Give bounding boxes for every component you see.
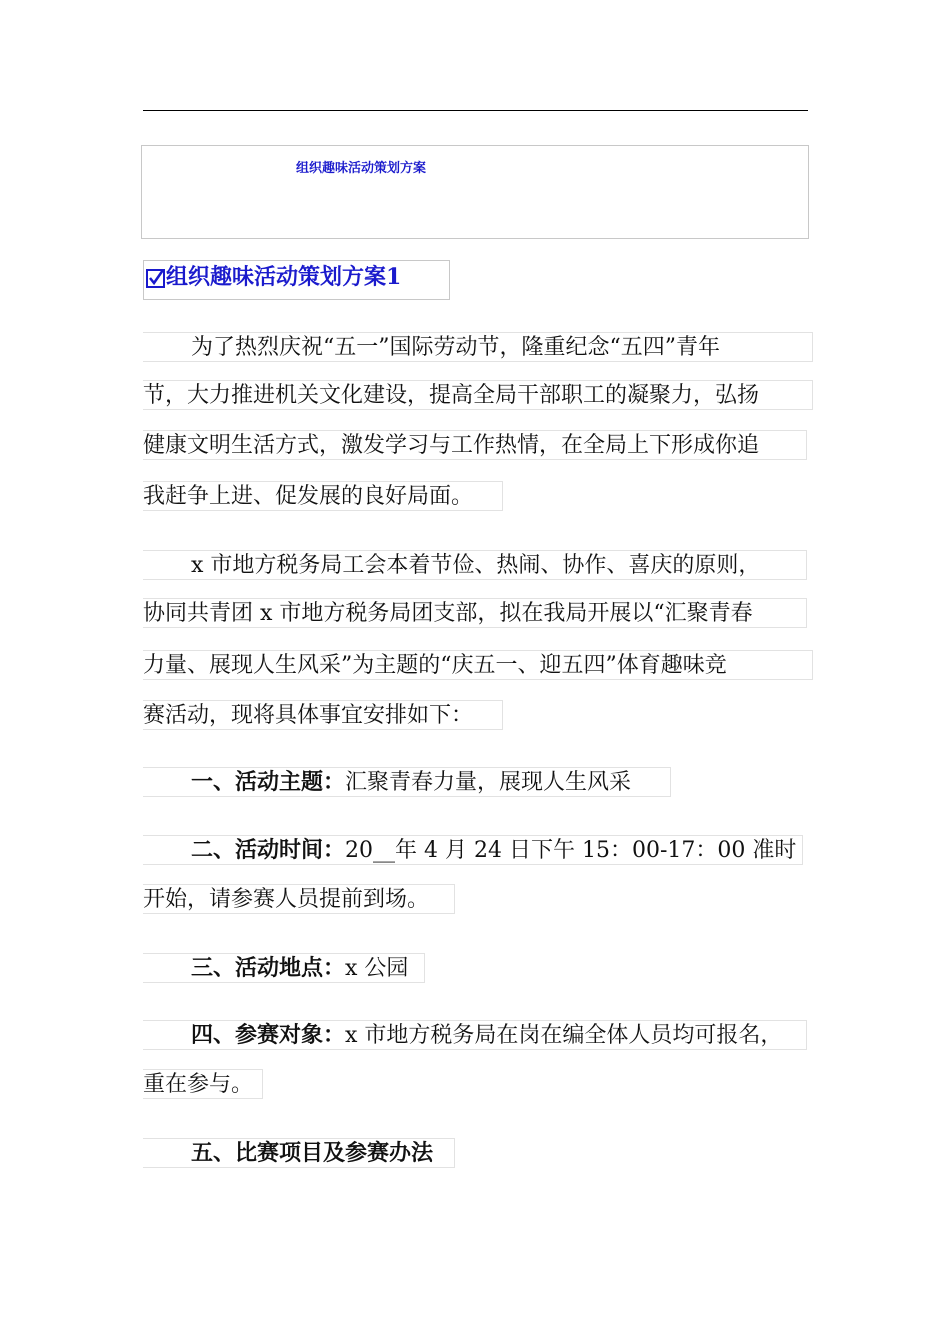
- section-label: 一、活动主题：: [191, 770, 346, 795]
- section-label: 三、活动地点：: [191, 956, 346, 981]
- section-text: 20__年 4 月 24 日下午 15：00-17：00 准时: [345, 838, 797, 863]
- paragraph-line: 协同共青团 x 市地方税务局团支部，拟在我局开展以“汇聚青春: [143, 598, 807, 628]
- checkbox-checked-icon: [146, 269, 165, 288]
- header-title: 组织趣味活动策划方案: [296, 161, 427, 176]
- header-rule: [143, 110, 808, 111]
- section-label: 四、参赛对象：: [191, 1023, 346, 1048]
- section-events: [143, 1138, 455, 1168]
- section-time: [143, 835, 803, 865]
- section-theme: [143, 767, 671, 797]
- paragraph-line: 健康文明生活方式，激发学习与工作热情，在全局上下形成你追: [143, 430, 807, 460]
- doc-title: 组织趣味活动策划方案1: [166, 264, 402, 290]
- section-text: 汇聚青春力量，展现人生风采: [345, 770, 632, 795]
- section-text: x 公园: [345, 956, 409, 981]
- paragraph-line: 赛活动，现将具体事宜安排如下：: [143, 700, 503, 730]
- section-participants: [143, 1020, 807, 1050]
- section-label: 二、活动时间：: [191, 838, 346, 863]
- section-participants-cont: 重在参与。: [143, 1069, 263, 1099]
- section-location: [143, 953, 425, 983]
- paragraph-line: 力量、展现人生风采”为主题的“庆五一、迎五四”体育趣味竞: [143, 650, 813, 680]
- doc-title-box: [143, 260, 450, 300]
- section-label: 五、比赛项目及参赛办法: [191, 1141, 434, 1166]
- paragraph-line: 我赶争上进、促发展的良好局面。: [143, 481, 503, 511]
- section-text: x 市地方税务局在岗在编全体人员均可报名，: [345, 1023, 783, 1048]
- header-box: [141, 145, 809, 239]
- paragraph-line: 为了热烈庆祝“五一”国际劳动节，隆重纪念“五四”青年: [143, 332, 813, 362]
- section-time-cont: 开始，请参赛人员提前到场。: [143, 884, 455, 914]
- paragraph-line: 节，大力推进机关文化建设，提高全局干部职工的凝聚力，弘扬: [143, 380, 813, 410]
- paragraph-line: x 市地方税务局工会本着节俭、热闹、协作、喜庆的原则，: [143, 550, 807, 580]
